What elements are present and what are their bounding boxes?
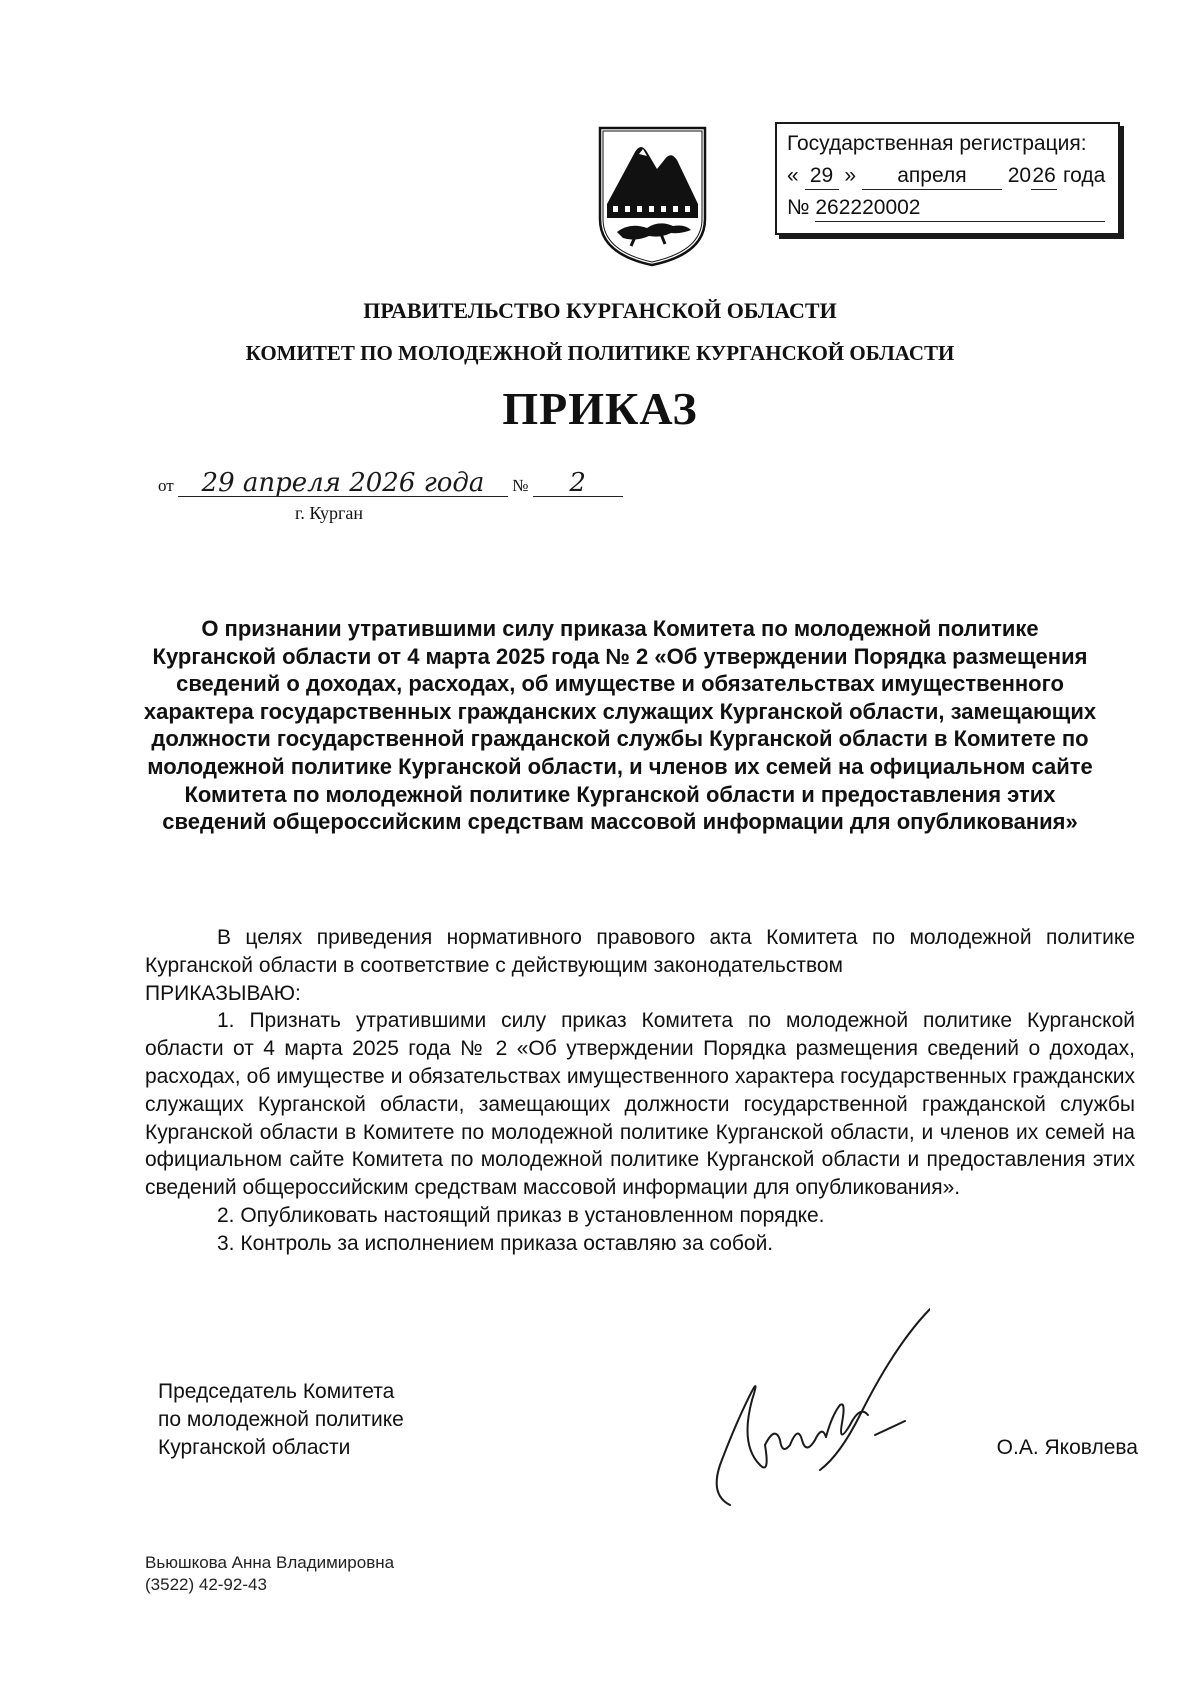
order-word: ПРИКАЗЫВАЮ:: [145, 981, 301, 1005]
preamble: В целях приведения нормативного правового акта Комитета по молодежной политике Курганской области в соответствие с действующим законодательством: [145, 926, 1135, 977]
registration-number: 262220002: [815, 195, 1105, 222]
order-item-3: 3. Контроль за исполнением приказа оставляю за собой.: [217, 1231, 774, 1255]
registration-label: Государственная регистрация:: [787, 132, 1087, 155]
registration-year-word: года: [1062, 164, 1106, 187]
order-title: О признании утратившими силу приказа Комитета по молодежной политике Курганской области от 4 марта 2025 года № 2 «Об утверждении Порядка размещения сведений о доходах, расходах, об имуществе и обязательствах имущественного характера государственных гражданских служащих Курганской области, замещающих должности государственной гражданской службы Курганской области в Комитете по молодежной политике Курганской области, и членов их семей на официальном сайте Комитета по молодежной политике Курганской области и предоставления этих сведений общероссийским средствам массовой информации для опубликования»: [143, 616, 1097, 835]
executor-info: [145, 1552, 394, 1596]
registration-stamp: [775, 122, 1120, 235]
signer-position: [158, 1378, 404, 1462]
registration-date: [787, 160, 1108, 192]
order-number-label: №: [512, 476, 529, 495]
order-date-handwritten: 29 апреля 2026 года: [178, 470, 508, 497]
order-item-2: 2. Опубликовать настоящий приказ в установленном порядке.: [217, 1203, 825, 1227]
position-line-3: Курганской области: [158, 1436, 351, 1459]
committee-name: КОМИТЕТ ПО МОЛОДЕЖНОЙ ПОЛИТИКЕ КУРГАНСКОЙ ОБЛАСТИ: [245, 341, 955, 365]
order-date-line: [158, 470, 623, 497]
registration-year-prefix: 20: [1007, 164, 1032, 187]
order-item-1: 1. Признать утратившими силу приказ Комитета по молодежной политике Курганской области от 4 марта 2025 года № 2 «Об утверждении Порядка размещения сведений о доходах, расходах, об имуществе и обязательствах имущественного характера государственных гражданских служащих Курганской области, замещающих должности государственной гражданской службы Курганской области в Комитете по молодежной политике Курганской области, и членов их семей на официальном сайте Комитета по молодежной политике Курганской области и предоставления этих сведений общероссийским средствам массовой информации для опубликования».: [145, 1009, 1135, 1200]
handwritten-signature: [690, 1305, 930, 1510]
registration-month: апреля: [862, 163, 1002, 190]
government-name: ПРАВИТЕЛЬСТВО КУРГАНСКОЙ ОБЛАСТИ: [363, 298, 837, 323]
registration-day: 29: [805, 163, 839, 190]
order-number-handwritten: 2: [533, 470, 623, 497]
quote-open: «: [787, 164, 799, 187]
executor-name: Вьюшкова Анна Владимировна: [145, 1553, 395, 1572]
registration-year-suffix: 26: [1031, 163, 1057, 190]
registration-number-prefix: №: [787, 196, 810, 219]
registration-number-row: [787, 192, 1108, 224]
signer-name: О.А. Яковлева: [996, 1436, 1138, 1459]
order-city: г. Курган: [295, 503, 364, 523]
from-label: от: [158, 476, 174, 495]
position-line-2: по молодежной политике: [158, 1408, 404, 1431]
coat-of-arms-icon: [595, 124, 710, 269]
document-type-heading: ПРИКАЗ: [502, 383, 698, 434]
order-body: [145, 924, 1135, 1258]
position-line-1: Председатель Комитета: [158, 1380, 395, 1403]
executor-phone: (3522) 42-92-43: [145, 1575, 267, 1594]
quote-close: »: [844, 164, 857, 187]
